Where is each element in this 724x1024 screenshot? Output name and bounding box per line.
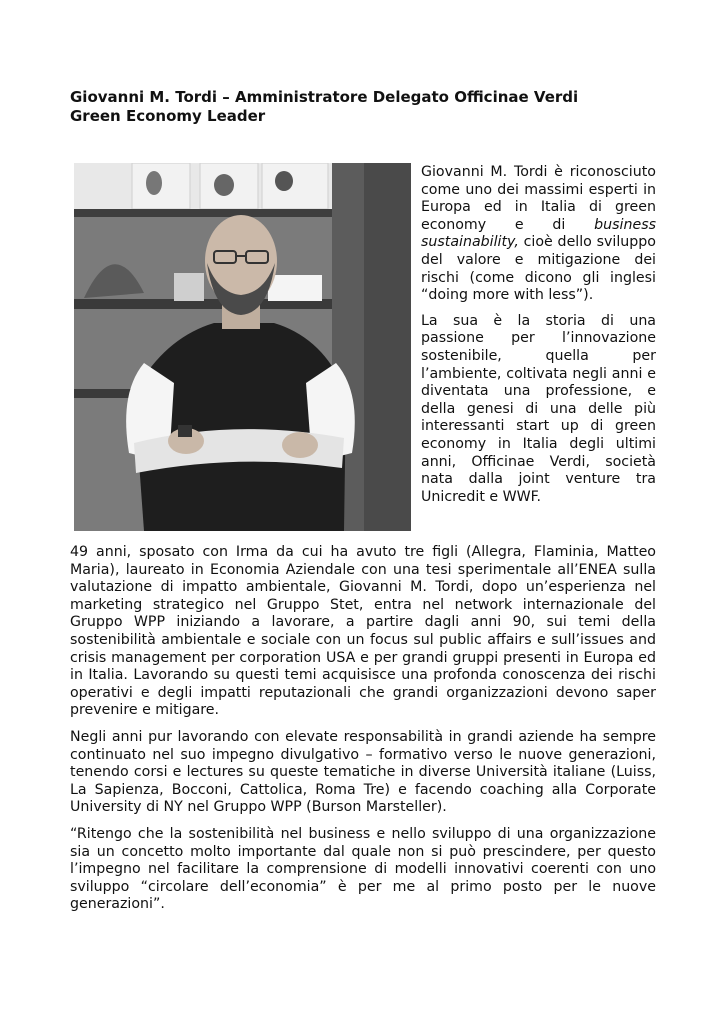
side-paragraph-1-part-b: cioè dello sviluppo del valore e mitigazione dei rischi (come dicono gli inglesi “doing more with less”). (421, 234, 656, 304)
side-paragraph-1-part-a: Giovanni M. Tordi è riconosciuto come uno dei massimi esperti in Europa ed in Italia di green economy e di (421, 164, 656, 233)
portrait-photo-icon (74, 163, 411, 531)
main-body-text (70, 544, 656, 923)
title-line-2: Green Economy Leader (70, 107, 266, 125)
title-line-1: Giovanni M. Tordi – Amministratore Delegato Officinae Verdi (70, 88, 579, 106)
side-paragraph-1-emphasis: business sustainability, (421, 216, 656, 251)
body-paragraph-2: Negli anni pur lavorando con elevate responsabilità in grandi aziende ha sempre continuato nel suo impegno divulgativo – formativo verso le nuove generazioni, tenendo corsi e lectures su queste tematiche in diverse Università italiane (Luiss, La Sapienza, Bocconi, Cattolica, Roma Tre) e facendo coaching alla Corporate University di NY nel Gruppo WPP (Burson Marsteller). (70, 728, 656, 816)
side-paragraph-1 (421, 164, 656, 305)
body-paragraph-1: 49 anni, sposato con Irma da cui ha avuto tre figli (Allegra, Flaminia, Matteo Maria), laureato in Economia Aziendale con una tesi sperimentale all’ENEA sulla valutazione di impatto ambientale, Giovanni M. Tordi, dopo un’esperienza nel marketing strategico nel Gruppo Stet, entra nel network internazionale del Gruppo WPP iniziando a lavorare, a partire dagli anni 90, sui temi della sostenibilità ambientale e sociale con un focus sul public affairs e sull’issues and crisis management per corporation USA e per grandi gruppi presenti in Europa ed in Italia. Lavorando su questi temi acquisisce una profonda conoscenza dei rischi operativi e degli impatti reputazionali che grandi organizzazioni devono saper prevenire e mitigare. (70, 544, 656, 719)
side-column-text (421, 164, 656, 514)
side-paragraph-2: La sua è la storia di una passione per l’innovazione sostenibile, quella per l’ambiente, coltivata negli anni e diventata una professione, e della genesi di una delle più interessanti start up di green economy in Italia degli ultimi anni, Officinae Verdi, società nata dalla joint venture tra Unicredit e WWF. (421, 312, 656, 505)
document-title (70, 88, 670, 126)
body-paragraph-3: “Ritengo che la sostenibilità nel business e nello sviluppo di una organizzazione sia un concetto molto importante dal quale non si può prescindere, per questo l’impegno nel facilitare la comprensione di modelli innovativi coerenti con uno sviluppo “circolare dell’economia” è per me al primo posto per le nuove generazioni”. (70, 825, 656, 913)
portrait-photo (74, 163, 411, 531)
